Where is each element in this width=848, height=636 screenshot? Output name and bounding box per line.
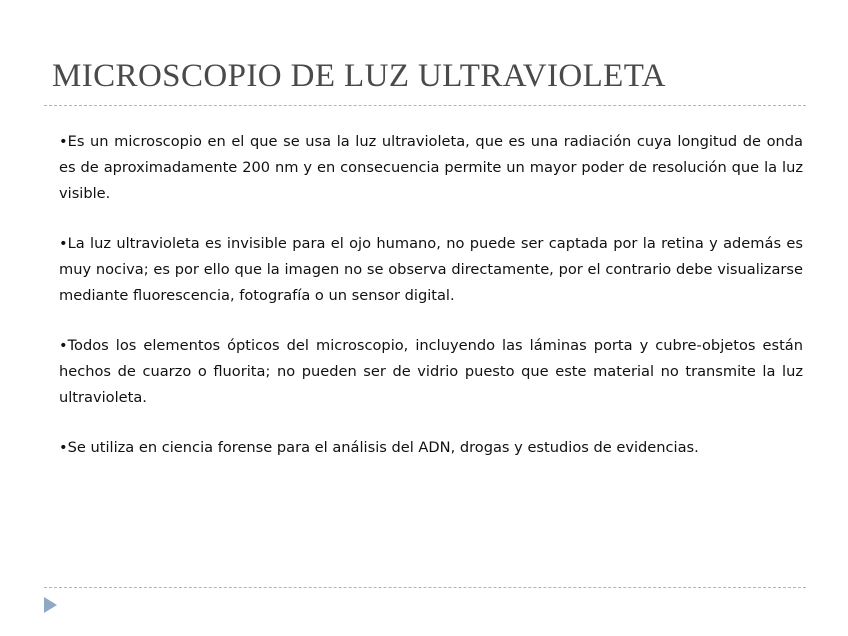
bullet-paragraph-3: •Todos los elementos ópticos del microscopio, incluyendo las láminas porta y cubre-objetos están hechos de cuarzo o fluorita; no pueden ser de vidrio puesto que este material no transmite la luz ultravioleta. <box>59 337 803 406</box>
bullet-paragraph-4: •Se utiliza en ciencia forense para el análisis del ADN, drogas y estudios de evidencias. <box>59 439 699 456</box>
bullet-paragraph-1: •Es un microscopio en el que se usa la luz ultravioleta, que es una radiación cuya longitud de onda es de aproximadamente 200 nm y en consecuencia permite un mayor poder de resolución que la luz visible. <box>59 133 803 202</box>
slide-title: MICROSCOPIO DE LUZ ULTRAVIOLETA <box>52 58 666 94</box>
title-divider <box>44 105 806 106</box>
footer-divider <box>44 587 806 588</box>
play-arrow-icon[interactable] <box>44 597 57 613</box>
bullet-paragraph-2: •La luz ultravioleta es invisible para el ojo humano, no puede ser captada por la retina y además es muy nociva; es por ello que la imagen no se observa directamente, por el contrario debe visualizarse mediante fluorescencia, fotografía o un sensor digital. <box>59 235 803 304</box>
slide-body <box>59 129 803 461</box>
